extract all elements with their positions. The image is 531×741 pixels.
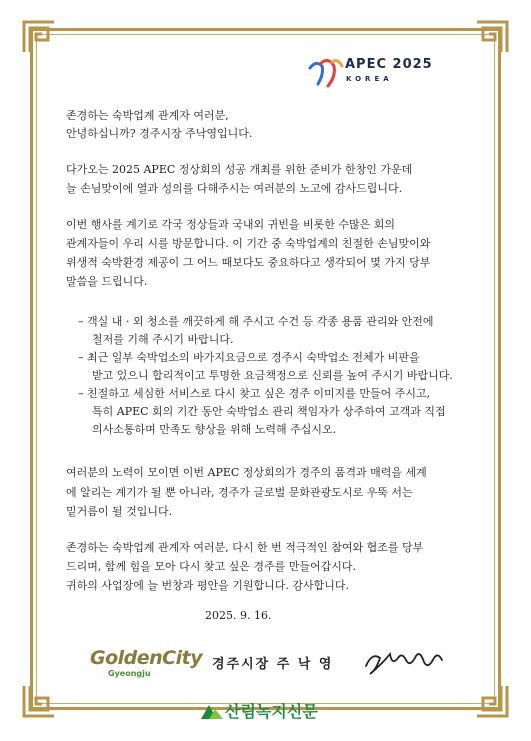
greeting-line: 존경하는 숙박업계 관계자 여러분, (66, 109, 229, 122)
greeting-line: 안녕하십니까? 경주시장 주낙영입니다. (66, 127, 253, 140)
signer-name: 경주시장 주 낙 영 (212, 657, 334, 672)
letter-date: 2025. 9. 16. (205, 609, 272, 622)
frame-corner-ornament (22, 20, 56, 54)
paragraph-line: 밑거름이 될 것입니다. (66, 505, 173, 518)
list-item-line: 의사소통하며 만족도 향상을 위해 노력해 주십시오. (92, 423, 337, 436)
golden-city-logo: GoldenCity (90, 647, 203, 669)
paragraph-line: 다가오는 2025 APEC 정상회의 성공 개최를 위한 준비가 한창인 가운데 (66, 163, 413, 176)
list-item-line: 특히 APEC 회의 기간 동안 숙박업소 관리 책임자가 상주하여 고객과 직접 (92, 405, 446, 418)
apec-subtitle: KOREA (346, 75, 393, 83)
paragraph-line: 늘 손님맞이에 열과 성의를 다해주시는 여러분의 노고에 감사드립니다. (66, 182, 403, 195)
list-item (78, 349, 468, 385)
handwritten-signature-icon (362, 644, 444, 680)
paragraph-line: 말씀을 드립니다. (66, 275, 148, 288)
list-item-line: 철저를 기해 주시기 바랍니다. (92, 333, 234, 346)
paragraph-line: 여러분의 노력이 모이면 이번 APEC 정상회의가 경주의 품격과 매력을 세계 (66, 466, 427, 479)
frame-corner-ornament (22, 684, 56, 718)
paragraph-line: 존경하는 숙박업계 관계자 여러분, 다시 한 번 적극적인 참여와 협조를 당부 (66, 541, 424, 554)
request-list (78, 313, 468, 439)
list-item (78, 313, 468, 349)
frame-corner-ornament (475, 20, 509, 54)
paragraph-line: 관계자들이 우리 시를 방문합니다. 이 기간 중 숙박업계의 친절한 손님맞이와 (66, 237, 431, 250)
paragraph-line: 이번 행사를 계기로 각국 정상들과 국내외 귀빈을 비롯한 수많은 회의 (66, 218, 395, 231)
paragraph-line: 위생적 숙박환경 제공이 그 어느 때보다도 중요하다고 생각되어 몇 가지 당부 (66, 256, 431, 269)
list-item-line: 받고 있으니 합리적이고 투명한 요금책정으로 신뢰를 높여 주시기 바랍니다. (92, 369, 453, 382)
frame-corner-ornament (475, 684, 509, 718)
paragraph-line: 드리며, 함께 힘을 모아 다시 찾고 싶은 경주를 만들어갑시다. (66, 560, 356, 573)
newspaper-logo-icon (200, 700, 224, 720)
paragraph-line: 귀하의 사업장에 늘 번창과 평안을 기원합니다. 감사합니다. (66, 579, 349, 592)
apec-title: APEC 2025 (345, 57, 433, 72)
list-item-line: – 객실 내 · 외 청소를 깨끗하게 해 주시고 수건 등 각종 용품 관리와 안전에 (78, 315, 434, 328)
golden-city-subtitle: Gyeongju (108, 669, 151, 678)
paragraph-line: 에 알리는 계기가 될 뿐 아니라, 경주가 글로벌 문화관광도시로 우뚝 서는 (66, 486, 413, 499)
list-item (78, 385, 468, 439)
list-item-line: – 최근 일부 숙박업소의 바가지요금으로 경주시 숙박업소 전체가 비판을 (78, 351, 420, 364)
list-item-line: – 친절하고 세심한 서비스로 다시 찾고 싶은 경주 이미지를 만들어 주시고, (78, 387, 431, 400)
newspaper-name: 산림녹지신문 (225, 702, 318, 721)
